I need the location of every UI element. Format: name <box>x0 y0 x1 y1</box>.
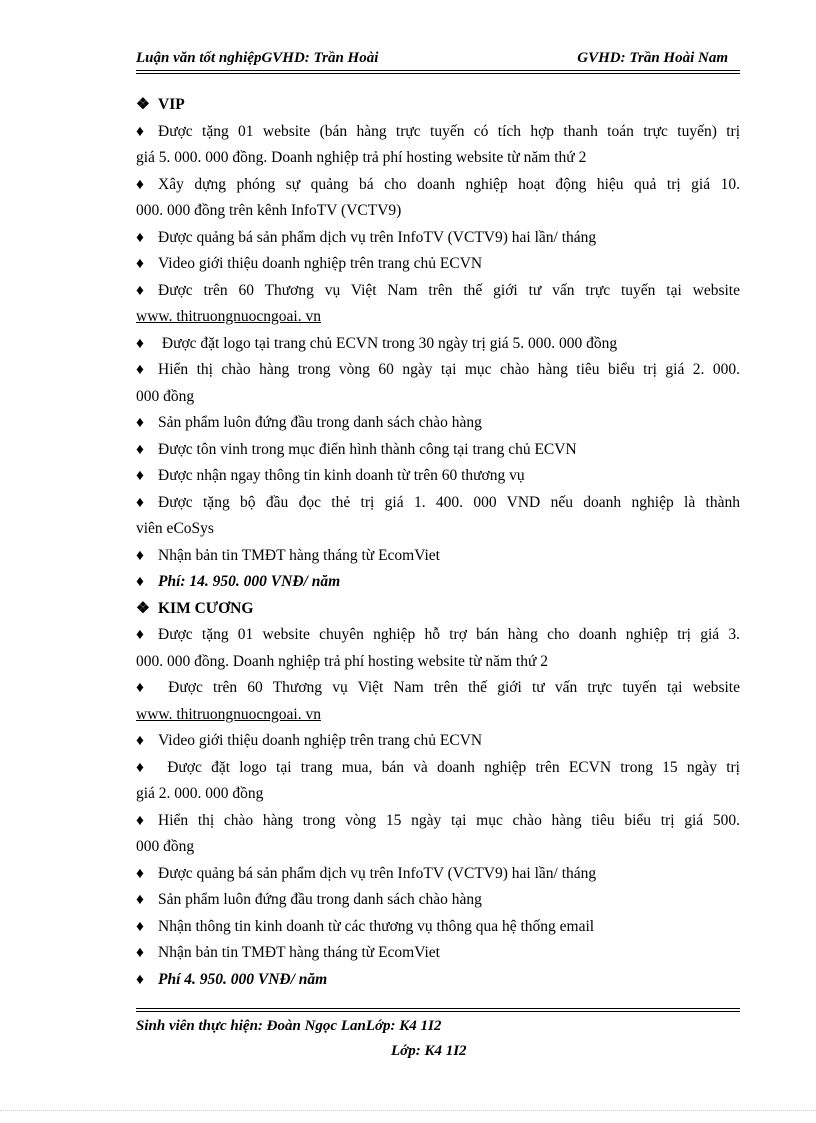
diamond-bullet-icon: ♦ <box>136 573 144 590</box>
document-body <box>136 92 740 993</box>
list-item-continuation: 000. 000 đồng trên kênh InfoTV (VCTV9) <box>136 202 402 219</box>
list-item: ♦ Xây dựng phóng sự quảng bá cho doanh nghiệp hoạt động hiệu quả trị giá 10. <box>136 172 740 199</box>
vip-fee: ♦ Phí: 14. 950. 000 VNĐ/ năm <box>136 569 740 596</box>
diamond-bullet-icon: ♦ <box>136 811 144 829</box>
diamond-bullet-icon: ♦ <box>136 228 144 246</box>
diamond-bullet-icon: ♦ <box>136 361 144 378</box>
diamond-bullet-icon: ♦ <box>136 493 144 511</box>
list-item: ♦ Nhận bản tin TMĐT hàng tháng từ EcomViet <box>136 940 740 967</box>
list-item: ♦ Được tặng 01 website chuyên nghiệp hỗ trợ bán hàng cho doanh nghiệp trị giá 3. <box>136 622 740 649</box>
list-item-continuation: viên eCoSys <box>136 520 214 537</box>
diamond-bullet-icon: ♦ <box>136 944 144 961</box>
list-item: ♦ Được đặt logo tại trang mua, bán và doanh nghiệp trên ECVN trong 15 ngày trị <box>136 755 740 782</box>
footer-student: Sinh viên thực hiện: Đoàn Ngọc LanLớp: K4 1I2 <box>136 1018 442 1034</box>
section-heading-kim-cuong: ❖ KIM CƯƠNG <box>136 596 740 623</box>
list-item: ♦ Video giới thiệu doanh nghiệp trên trang chủ ECVN <box>136 251 740 278</box>
list-item-continuation: giá 2. 000. 000 đồng <box>136 785 264 802</box>
diamond-bullet-icon: ♦ <box>136 414 144 431</box>
website-link[interactable]: www. thitruongnuocngoai. vn <box>136 308 321 325</box>
diamond-bullet-icon: ♦ <box>136 758 144 776</box>
page-header <box>136 48 740 70</box>
list-item: ♦ Được tặng 01 website (bán hàng trực tuyến có tích hợp thanh toán trực tuyến) trị <box>136 119 740 146</box>
header-left: Luận văn tốt nghiệpGVHD: Trần Hoài <box>136 50 379 66</box>
clover-bullet-icon: ❖ <box>136 599 150 617</box>
website-link[interactable]: www. thitruongnuocngoai. vn <box>136 705 321 723</box>
page-footer <box>136 1014 740 1064</box>
list-item: ♦ Được tôn vinh trong mục điển hình thành công tại trang chủ ECVN <box>136 437 740 464</box>
diamond-bullet-icon: ♦ <box>136 917 144 935</box>
diamond-bullet-icon: ♦ <box>136 546 144 564</box>
diamond-bullet-icon: ♦ <box>136 864 144 882</box>
list-item: ♦ Video giới thiệu doanh nghiệp trên trang chủ ECVN <box>136 728 740 755</box>
list-item: ♦ Được tặng bộ đầu đọc thẻ trị giá 1. 400. 000 VND nếu doanh nghiệp là thành <box>136 490 740 517</box>
kim-cuong-fee: ♦ Phí 4. 950. 000 VNĐ/ năm <box>136 967 740 994</box>
diamond-bullet-icon: ♦ <box>136 440 144 458</box>
list-item: ♦ Được đặt logo tại trang chủ ECVN trong 30 ngày trị giá 5. 000. 000 đồng <box>136 331 740 358</box>
diamond-bullet-icon: ♦ <box>136 255 144 272</box>
list-item-continuation: 000. 000 đồng. Doanh nghiệp trả phí hosting website từ năm thứ 2 <box>136 652 549 670</box>
diamond-bullet-icon: ♦ <box>136 175 144 193</box>
list-item: ♦ Được nhận ngay thông tin kinh doanh từ trên 60 thương vụ <box>136 463 740 490</box>
header-rule-2 <box>136 73 740 74</box>
list-item-continuation: 000 đồng <box>136 838 195 855</box>
page-edge-divider <box>0 1110 816 1111</box>
header-rule-1 <box>136 70 740 71</box>
diamond-bullet-icon: ♦ <box>136 281 144 299</box>
list-item: ♦ Nhận thông tin kinh doanh từ các thương vụ thông qua hệ thống email <box>136 914 740 941</box>
list-item: ♦ Được trên 60 Thương vụ Việt Nam trên thế giới tư vấn trực tuyến tại website <box>136 278 740 305</box>
diamond-bullet-icon: ♦ <box>136 970 144 988</box>
list-item: ♦ Được quảng bá sản phẩm dịch vụ trên InfoTV (VCTV9) hai lần/ tháng <box>136 861 740 888</box>
list-item: ♦ Nhận bản tin TMĐT hàng tháng từ EcomViet <box>136 543 740 570</box>
clover-bullet-icon: ❖ <box>136 96 150 113</box>
section-heading-vip: ❖ VIP <box>136 92 740 119</box>
diamond-bullet-icon: ♦ <box>136 732 144 749</box>
diamond-bullet-icon: ♦ <box>136 467 144 484</box>
list-item: ♦ Sản phẩm luôn đứng đầu trong danh sách chào hàng <box>136 887 740 914</box>
footer-rule-1 <box>136 1008 740 1009</box>
list-item: ♦ Được trên 60 Thương vụ Việt Nam trên thế giới tư vấn trực tuyến tại website <box>136 675 740 702</box>
list-item: ♦ Hiển thị chào hàng trong vòng 15 ngày tại mục chào hàng tiêu biểu trị giá 500. <box>136 808 740 835</box>
header-right: GVHD: Trần Hoài Nam <box>577 50 728 66</box>
list-item-continuation: 000 đồng <box>136 387 195 405</box>
diamond-bullet-icon: ♦ <box>136 679 144 696</box>
list-item: ♦ Được quảng bá sản phẩm dịch vụ trên InfoTV (VCTV9) hai lần/ tháng <box>136 225 740 252</box>
footer-rule-2 <box>136 1011 740 1012</box>
diamond-bullet-icon: ♦ <box>136 891 144 908</box>
list-item: ♦ Sản phẩm luôn đứng đầu trong danh sách chào hàng <box>136 410 740 437</box>
diamond-bullet-icon: ♦ <box>136 122 144 140</box>
diamond-bullet-icon: ♦ <box>136 334 144 352</box>
footer-class: Lớp: K4 1I2 <box>391 1043 467 1059</box>
diamond-bullet-icon: ♦ <box>136 626 144 643</box>
list-item: ♦ Hiển thị chào hàng trong vòng 60 ngày tại mục chào hàng tiêu biểu trị giá 2. 000. <box>136 357 740 384</box>
list-item-continuation: giá 5. 000. 000 đồng. Doanh nghiệp trả phí hosting website từ năm thứ 2 <box>136 149 587 166</box>
